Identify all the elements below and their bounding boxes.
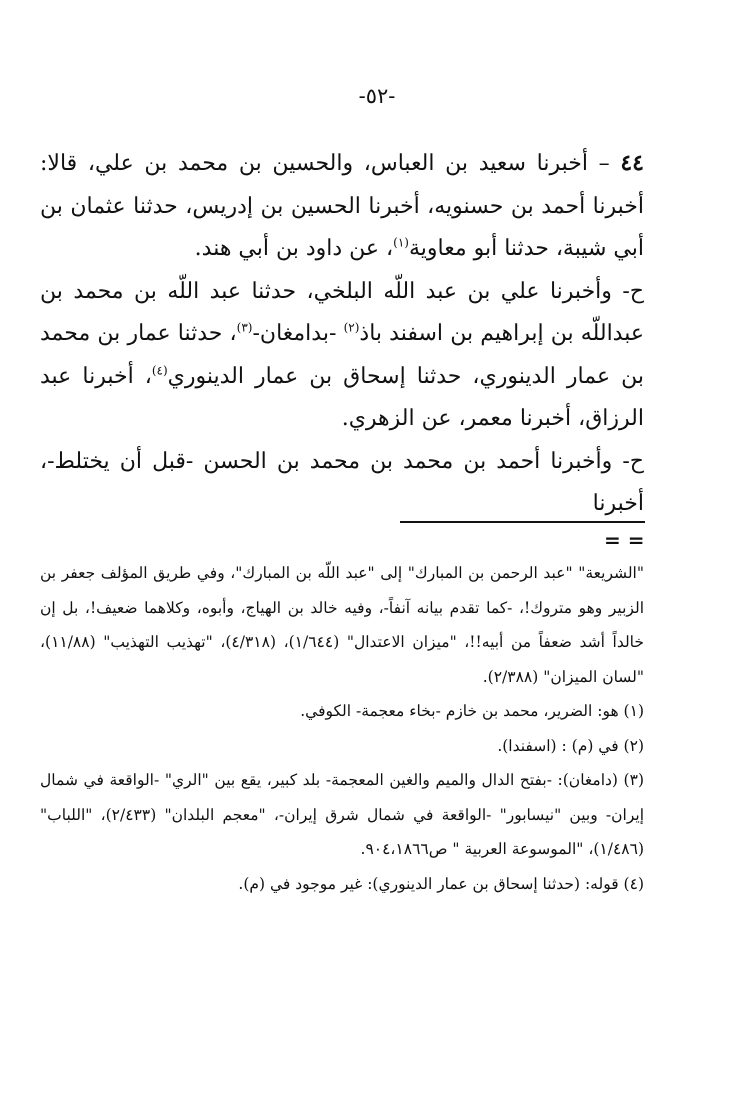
hadith-paragraph-3: ح- وأخبرنا أحمد بن محمد بن محمد بن الحسن -قبل أن يختلط-، أخبرنا <box>40 448 644 516</box>
paragraph-2-text-a: ح- وأخبرنا علي بن عبد اللّه البلخي، حدثنا عبد اللّه بن محمد بن عبداللّه بن إبراهيم بن اسفند باذ <box>40 278 644 346</box>
paragraph-2-text-b: -بدامغان- <box>252 321 344 346</box>
main-text <box>40 142 644 526</box>
paragraph-2-text-d: ، أخبرنا عبد الرزاق، أخبرنا معمر، عن الزهري. <box>40 363 644 431</box>
hadith-paragraph-1: ٤٤ – أخبرنا سعيد بن العباس، والحسين بن محمد بن علي، قالا: أخبرنا أحمد بن حسنويه، أخبرنا الحسين بن إدريس، حدثنا عثمان بن أبي شيبة، حدثنا أبو معاوية$^{(١)}$، عن داود بن أبي هند. <box>40 150 644 261</box>
footnote-divider <box>400 521 645 523</box>
footnote-ref-1[interactable]: (١) <box>393 235 409 250</box>
hadith-paragraph-2 <box>40 271 644 441</box>
footnote-3: (٣) (دامغان): -بفتح الدال والميم والغين المعجمة- بلد كبير، يقع بين "الري" -الواقعة في شمال إيران- وبين "نيسابور" -الواقعة في شمال شرق إيران-، "معجم البلدان" (٢/٤٣٣)، "اللباب" (١/٤٨٦)، "الموسوعة العربية " ص٩٠٤،١٨٦٦. <box>40 771 644 858</box>
paragraph-1-end: ، عن داود بن أبي هند. <box>194 236 394 261</box>
footnote-2: (٢) في (م) : (اسفندا). <box>497 736 644 755</box>
hadith-number: ٤٤ <box>620 150 644 176</box>
footnote-carryover: "الشريعة" "عبد الرحمن بن المبارك" إلى "عبد اللّه بن المبارك"، وفي طريق المؤلف جعفر بن الزبير وهو متروك!، -كما تقدم بيانه آنفاً-، وفيه خالد بن الهياج، وأبوه، وكلاهما ضعيف!، بل إن خالداً أشد ضعفاً من أبيه!!، "ميزان الاعتدال" (١/٦٤٤)، (٤/٣١٨)، "تهذيب التهذيب" (١١/٨٨)، "لسان الميزان" (٢/٣٨٨). <box>40 564 644 686</box>
footnote-ref-2[interactable]: (٢) <box>343 320 360 335</box>
footnote-4: (٤) قوله: (حدثنا إسحاق بن عمار الدينوري): غير موجود في (م). <box>238 874 644 893</box>
paragraph-2-text-c: ، حدثنا عمار بن محمد بن عمار الدينوري، حدثنا إسحاق بن عمار الدينوري <box>40 321 644 389</box>
continuation-marker: = = <box>604 528 645 552</box>
footnote-1: (١) هو: الضرير، محمد بن خازم -بخاء معجمة- الكوفي. <box>300 702 644 720</box>
footnote-ref-3[interactable]: (٣) <box>236 320 253 335</box>
footnotes <box>40 556 644 901</box>
paragraph-1-text: أخبرنا سعيد بن العباس، والحسين بن محمد بن علي، قالا: أخبرنا أحمد بن حسنويه، أخبرنا الحسين بن إدريس، حدثنا عثمان بن أبي شيبة، حدثنا أبو معاوية <box>40 151 644 261</box>
footnote-ref-4[interactable]: (٤) <box>151 363 168 378</box>
page-number: -٥٢- <box>358 84 396 108</box>
